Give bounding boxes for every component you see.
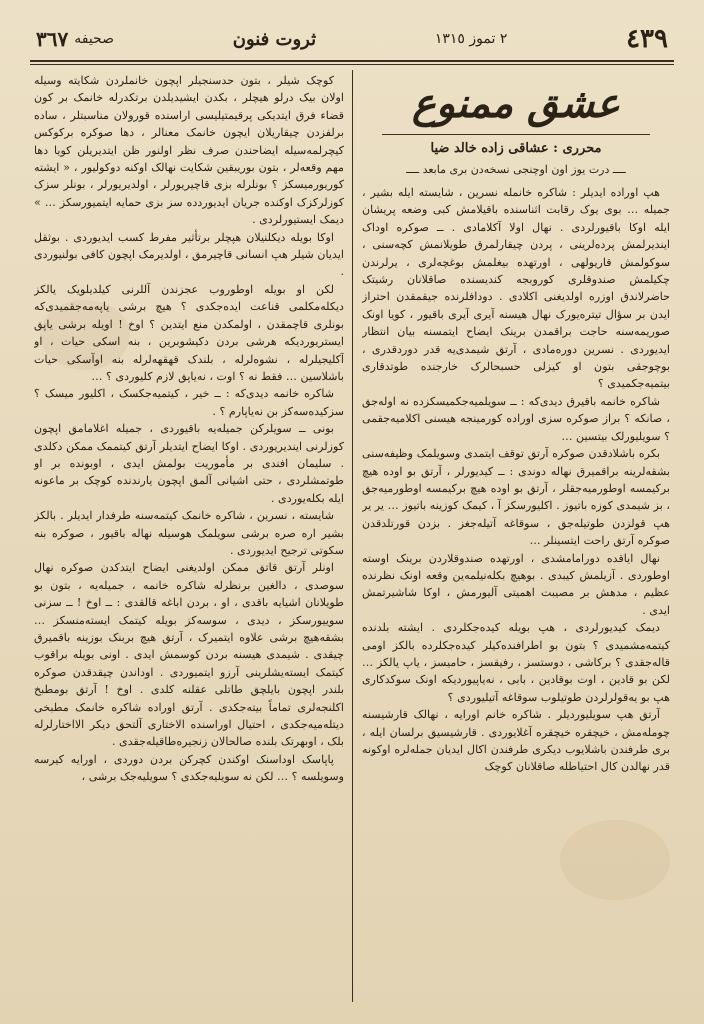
paragraph: پاپاسک اوداسنک اوکندن کچرکن بردن دوردی ، اورایه کیرسه وسویلسه ؟ … لکن نه سویلیه‌جکدی ؟ سویلیه‌جک برشی ،	[34, 752, 344, 784]
paragraph: دیمک کیدیورلردی ، هپ بویله کیده‌جکلردی . ایشته بلدنده کیتمه‌مشمیدی ؟ بتون بو اطرافنده‌کیلر کیده‌جکلرده بالکز اومی قاله‌جقدی ؟ برکاشی ، دوستسز ، رفیقسز ، حامیسز ، یاپ یالکز … لکن بو قادین ، اوت بوقادین ، بابی ، نه‌یاپیوردیکه اونک سوکدکاری هپ بو یه‌قولرلردن طوتیلوب سوقاغه آتیلیوردی ؟	[362, 621, 670, 704]
journal-title: ثروت فنون	[232, 28, 317, 50]
title-rule	[382, 134, 650, 135]
issue-number: ٤٣٩	[626, 24, 668, 54]
header-rule	[30, 60, 674, 62]
article-title: عشق ممنوع	[412, 80, 620, 127]
paragraph: لکن او بویله اوطوروب عجزندن آللرنی کیلدیلویک یالکز دیکله‌مکلمی قناعت ایده‌جکدی ؟ هیچ برشی یاپه‌مه‌جقمیدی‌که بونلری قاچمقدن ، اولمکدن منع ایتدین ؟ اوخ ! اویله برشی یاپق ایستریوردیکه هرشی بردن دکیشوبرین ، بنه اسکی حیات ، او آکلیجیلرله ، نشوه‌لرله ، بلندک قهقهه‌لرله بنه اوآسکی حیات باشلاسین … فقط نه ؟ اوت ، نه‌یاپق لازم کلیوردی ؟ …	[34, 282, 344, 383]
column-divider	[352, 70, 353, 1002]
left-column	[34, 72, 344, 1002]
paragraph: شاکره خانمه باقیرق دیدی‌که : ــ سویلمیه‌جکمیسکزده نه اوله‌جق ، صانکه ؟ براز صوکره سزی اوراده کورمینجه هیسنی اکلامیه‌جقمی ؟ سویلیورلک بیتسین …	[362, 394, 670, 443]
header-rule-thin	[30, 64, 674, 65]
page-label: صحيفه	[74, 31, 114, 47]
paragraph: شاکره خانمه دیدی‌که : ــ خیر ، کیتمیه‌جکسک ، اکلیور میسک ؟ سزکیده‌سه‌کز بن نه‌یاپارم ؟ .	[34, 387, 344, 418]
issue-date: ٢ تموز ١٣١٥	[434, 31, 508, 47]
page-number-block	[36, 27, 114, 51]
right-column	[362, 72, 670, 1002]
paragraph: اونلر آرتق قاتق ممکن اولدیغنی ایضاح ایتدکدن صوکره نهال سوصدی ، دالغین برنظرله شاکره خانمه ، جمیله‌یه ، بتون بو طویلانان اشیایه باقدی ، او ، بردن اباغه قالقدی : ــ اوخ ! ــ سزنی سوییورسکز ، دیدی ، سوسه‌کز بویله کیتمک ایسته‌منسکز … بشقه‌هیچ برشی علاوه ایتمیرک ، آرتق هیچ بربنک بوزینه باقمیرق چیقدی . شیمدی هیسنه بردن کوسمش ایدی . اونی بویله براقوب کیتمک ایسته‌یشلرینی آرزو ایتمیوردی . اوداندن چیقدقدن صوکره بلندر اپچون بایلچق طاتلی عقلنه کلدی . اوخ ! آرتق بومطبخ اکلنجه‌لری تماماً بیته‌جکدی . آرتق اوراده شاکره خانمک مطبخی دیتله‌میه‌جکدی ، احتیال اوراسنده الاختاری آلتحق دیکر الااختارلرله بلک ، اوبهرتک بلنده صالحالان زنجیره‌طاقیله‌جقدی .	[34, 561, 344, 749]
paragraph: کوچک شیلر ، بتون حدسنجیلر اپچون خانملردن شکایته وسیله اولان بیک درلو هیچلر ، بکدن ایشیدیلدن برتکدرله خانمک بر کون قضاء فرق ایتدیکی پرقیمتیلیسی اراسنده قورولان مناسبتلر ، ساده برلفزدن چیقاریلان ایچون خانمک معنالر ، دها صوکره برکوکس کیچرلمه‌سیله ایضاحندن صرف نظر اولنور ظن ایتدیریلن کویا دها مهم وقعه‌لر ، بتون بوریبقین شکایت نهالک اوکنه دوکولیور ، « ایشته کوریورمیسکز ؟ بونلرله بزی قاچیریورلر ، اولدیریورلر ، بونلر سزک کوزلرکزک اوکنده جریان ایدیوردده سز بزی حمایه ایتمیورسکز … » دیمک ایستیورلردی .	[34, 74, 344, 227]
paragraph: نهال ایاقده دورامامشدی ، اورتهده صندوقلاردن برینک اوسته اوطوردی . آزیلمش کیبدی . بوهیچ بکله‌نیلمه‌ین وقعه اونک نظرنده عظیم ، مدهش بر مصیبت اهمیتی آلیورمش ، اوکا شاشیرتمش ایدی .	[362, 551, 670, 617]
article-subtitle: ــــ درت یوز اون اوچنجی نسخه‌دن بری مابعد ــــ	[406, 163, 626, 176]
paragraph: بکره باشلادقدن صوکره آرتق توقف ایتمدی وسویلمک وظیفه‌سنی بشقه‌لرینه براقمیرق نهاله دوندی : ــ کیدیورلر ، آرتق بو اوده هیچ برکیمسه اوطورمیه‌جقلر ، آرتق بو اوده هیچ برکیمسه اوطورمیه‌جق ، بز شیمدی کوزه باتیوز . اکلیورسکز آ ، کیمک کوزینه باتیوز … یر یر هپ قولزدن طوتیله‌جق ، سوقاغه آتیله‌جغز . بزدن قورتلدقدن صوکره آرتق راحت ایتسینلر …	[362, 447, 670, 548]
page-header	[36, 22, 668, 56]
article-byline: محرری : عشاقی زاده خالد ضیا	[430, 141, 602, 156]
paragraph: شایسته ، نسرین ، شاکره خانمک کیتمه‌سنه طرفدار ایدیلر . بالکز بشیر اره صره برشی سویلمک هوسیله نهاله باقیور ، صوکره بنه سکوتی ترجیح ایدیوردی .	[34, 509, 344, 557]
issue-date-block	[435, 31, 508, 47]
paragraph: آرتق هپ سویلیوردیلر . شاکره خانم اورایه ، نهالک قارشیسنه چومله‌مش ، خیچقره خیچقره آغلایوردی . قارشیسیق برلسان ایله ، بری طرفندن باشلایوب دیکری طرفندن اکال ایدیان جمله‌لره اوکونه قدر نهالدن کال احتیاطله صاقلانان کوچک	[362, 708, 670, 774]
paragraph: بونی ــ سویلرکن جمیله‌یه باقیوردی ، جمیله اغلامامق اپچون کوزلرنی ایندیریوردی . اوکا ایضاح ایتدیلر آرتق کیتممک ممکن دکلدی . سلیمان افندی بر مأموریت بولمش ایدی ، اوبونده بر او طوتمشلردی ، حتی اشیانی آلمق اپچون یارندنده کوچک بر ماعونه ایله بکله‌یوردی .	[34, 422, 344, 505]
page-number: ٣٦٧	[36, 27, 69, 51]
paragraph: هپ اوراده ایدیلر : شاکره خانمله نسرین ، شایسته ایله بشیر ، جمیله … بوی یوک رقابت اثناسنده باقیلامش کبی وضعه پریشان ایله اوکا باقیورلردی . نهال اولا آکلامادی . ــ صوکره اوداک ایندیرلمش پرده‌لرینی ، پردن چیقارلمرق طویلانمش کچه‌سنی ، سوکولمش قاریولهی ، اورتهده بیغلمش بوغچه‌لری ، یرلرندن چکیلمش صندوقلری کوروبجه کندیسنده صاقلانان رشیتک حاضرلاندق اوزره اولدیغنی اکلادی . دودافلرنده جیقمقدن احتراز ایدن بر سؤال تیتره‌یورک نهال هیسنه آیری آیری باقیور ، کویا اونک صوریمه‌سنه حاجت براقمدن برینک ایضاح ایتمسنه بیان انتظار ایدیوردی . نسرین دوره‌مادی ، آرتق شیمدی‌یه قدر دوردقدری ، بوچوجقی بتون او کیزلی حسبحالرک خارجنده طوتدقاری بیتمیه‌جکمیدی ؟	[362, 186, 670, 391]
paragraph: اوکا بویله دیکلنیلان هپچلر برتأثیر مفرط کسب ایدیوردی . بوثقل ایدیان شیلر هپ انسانی قاچیرمق ، اولدیرمک اپچون کافی بولنیوردی .	[34, 230, 344, 279]
